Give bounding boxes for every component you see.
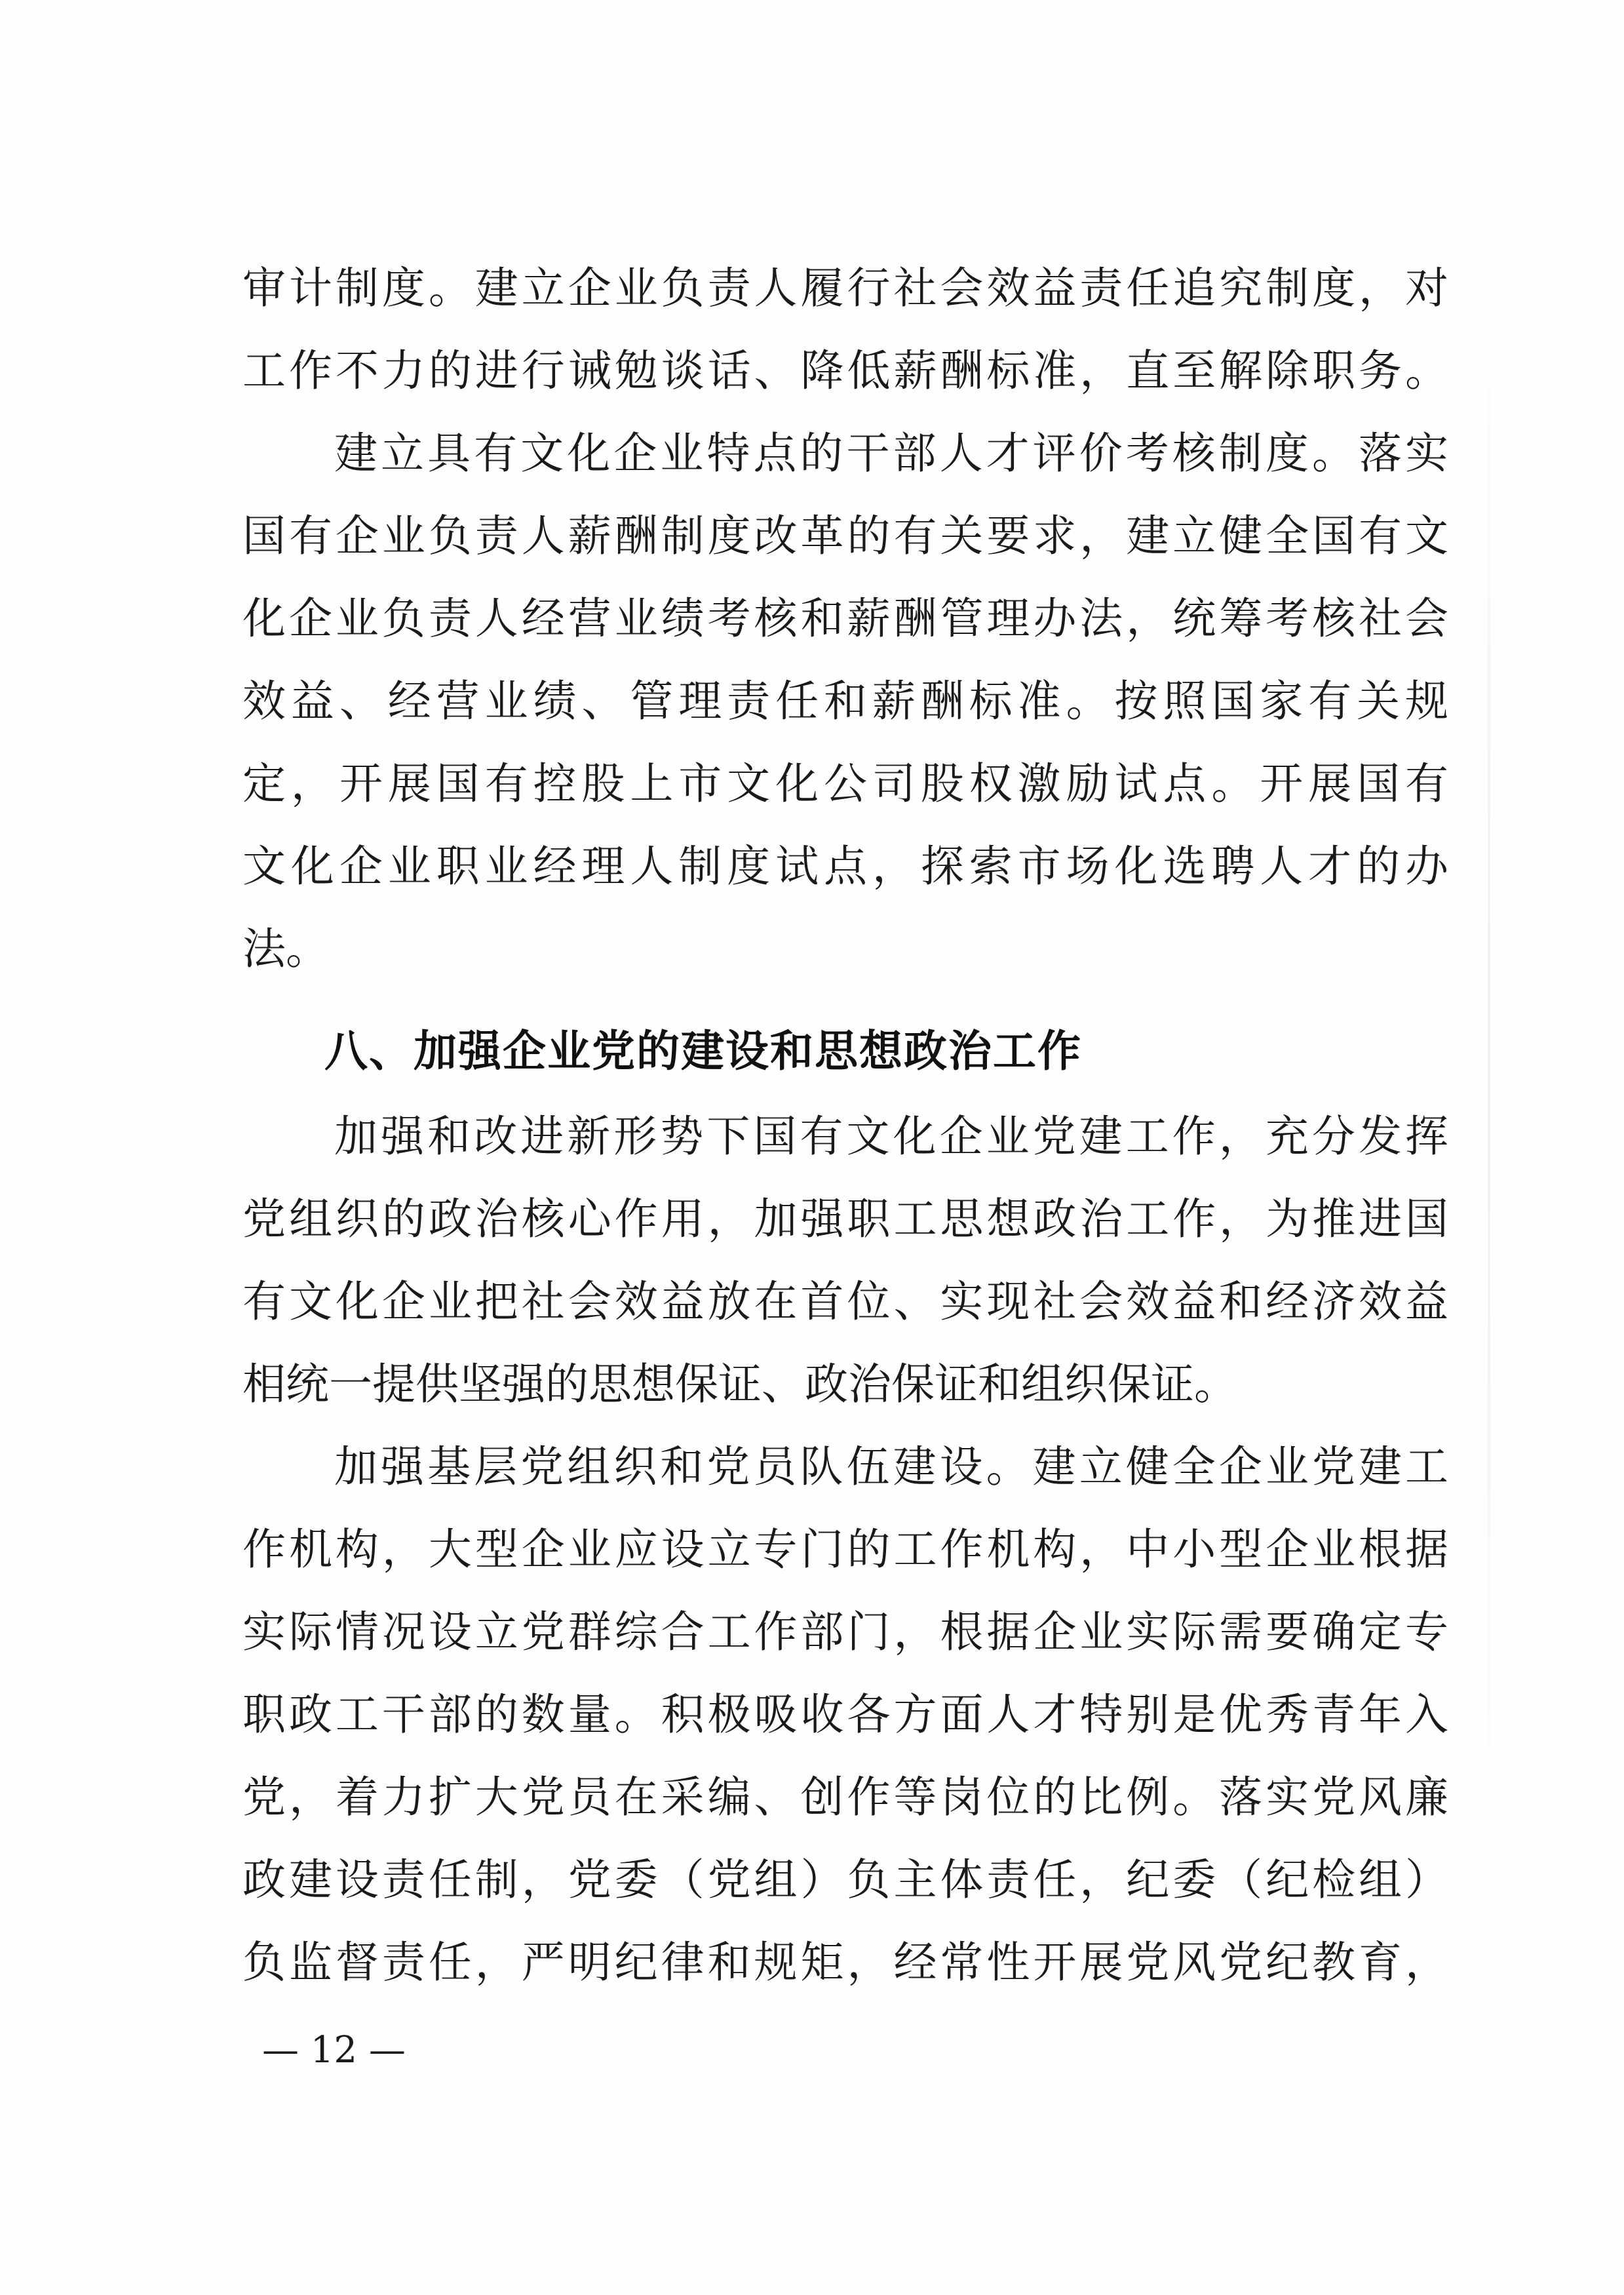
scan-artifact: [1488, 249, 1490, 1888]
text-line: 党组织的政治核心作用，加强职工思想政治工作，为推进国: [242, 1194, 1448, 1244]
text-line: 党，着力扩大党员在采编、创作等岗位的比例。落实党风廉: [242, 1772, 1448, 1822]
text-line: 负监督责任，严明纪律和规矩，经常性开展党风党纪教育，: [242, 1937, 1448, 1988]
page-number: — 12 —: [262, 2029, 406, 2071]
text-line: 相统一提供坚强的思想保证、政治保证和组织保证。: [242, 1359, 1237, 1409]
text-line: 实际情况设立党群综合工作部门，根据企业实际需要确定专: [242, 1607, 1448, 1657]
text-line: 定，开展国有控股上市文化公司股权激励试点。开展国有: [242, 758, 1448, 809]
text-line: 工作不力的进行诫勉谈话、降低薪酬标准，直至解除职务。: [242, 345, 1448, 396]
text-line: 国有企业负责人薪酬制度改革的有关要求，建立健全国有文: [242, 511, 1448, 561]
text-line: 建立具有文化企业特点的干部人才评价考核制度。落实: [334, 428, 1448, 479]
text-line: 作机构，大型企业应设立专门的工作机构，中小型企业根据: [242, 1524, 1448, 1575]
text-line: 加强基层党组织和党员队伍建设。建立健全企业党建工: [334, 1442, 1448, 1492]
text-line: 法。: [242, 924, 329, 974]
text-line: 审计制度。建立企业负责人履行社会效益责任追究制度，对: [242, 263, 1448, 313]
text-line: 加强和改进新形势下国有文化企业党建工作，充分发挥: [334, 1111, 1448, 1162]
text-line: 化企业负责人经营业绩考核和薪酬管理办法，统筹考核社会: [242, 593, 1448, 644]
text-line: 有文化企业把社会效益放在首位、实现社会效益和经济效益: [242, 1276, 1448, 1327]
text-line: 效益、经营业绩、管理责任和薪酬标准。按照国家有关规: [242, 676, 1448, 726]
text-line: 职政工干部的数量。积极吸收各方面人才特别是优秀青年入: [242, 1689, 1448, 1740]
text-line: 文化企业职业经理人制度试点，探索市场化选聘人才的办: [242, 841, 1448, 892]
section-heading: 八、加强企业党的建设和思想政治工作: [324, 1026, 1082, 1076]
text-line: 政建设责任制，党委（党组）负主体责任，纪委（纪检组）: [242, 1854, 1448, 1905]
